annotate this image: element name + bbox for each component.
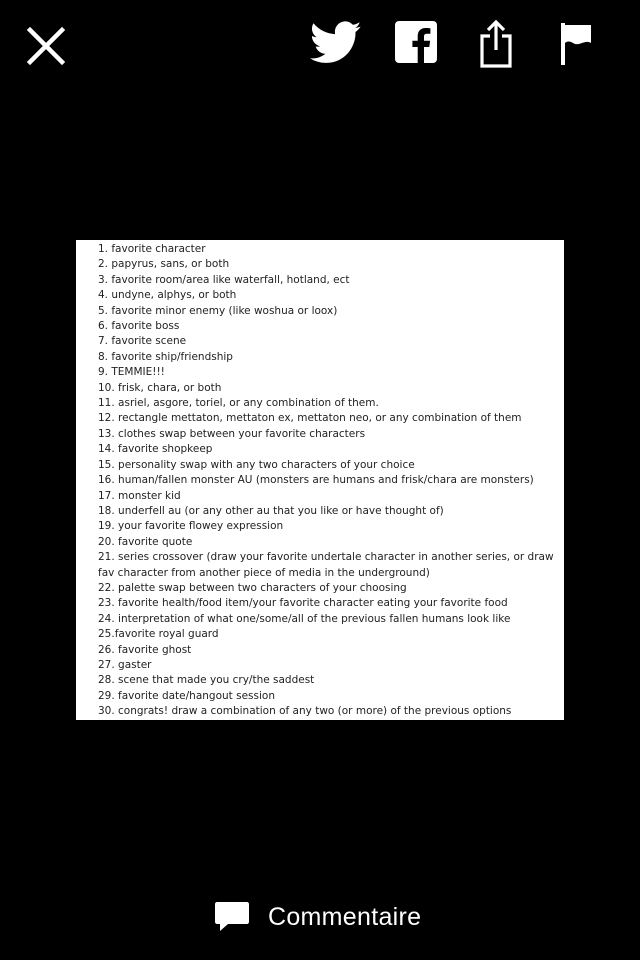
prompt-item: 17. monster kid (98, 489, 181, 502)
prompt-item: 12. rectangle mettaton, mettaton ex, mettaton neo, or any combination of them (98, 412, 522, 425)
prompt-list (98, 242, 560, 720)
close-button[interactable] (22, 22, 70, 70)
flag-icon (559, 21, 593, 67)
prompt-item: 14. favorite shopkeep (98, 443, 213, 456)
prompt-item: 23. favorite health/food item/your favorite character eating your favorite food (98, 597, 508, 610)
prompt-item: 27. gaster (98, 658, 152, 671)
prompt-item: 5. favorite minor enemy (like woshua or loox) (98, 304, 338, 317)
prompt-item: 9. TEMMIE!!! (98, 366, 165, 379)
prompt-item: 25.favorite royal guard (98, 628, 219, 641)
share-button[interactable] (474, 16, 518, 72)
prompt-item: 7. favorite scene (98, 335, 187, 348)
prompt-item: 2. papyrus, sans, or both (98, 258, 230, 271)
share-icon (478, 18, 514, 70)
facebook-share-button[interactable] (392, 18, 440, 66)
prompt-item: 19. your favorite flowey expression (98, 520, 284, 533)
prompt-item: 4. undyne, alphys, or both (98, 289, 237, 302)
prompt-item: 11. asriel, asgore, toriel, or any combination of them. (98, 397, 379, 410)
prompt-item: 28. scene that made you cry/the saddest (98, 674, 315, 687)
prompt-item: 26. favorite ghost (98, 643, 192, 656)
prompt-item: 20. favorite quote (98, 535, 193, 548)
prompt-item: 24. interpretation of what one/some/all of the previous fallen humans look like (98, 612, 511, 625)
comment-label: Commentaire (268, 902, 422, 931)
prompt-item: 13. clothes swap between your favorite characters (98, 427, 366, 440)
shared-image[interactable] (76, 240, 564, 720)
prompt-item: 1. favorite character (98, 243, 206, 255)
prompt-item: 22. palette swap between two characters of your choosing (98, 581, 407, 594)
report-flag-button[interactable] (556, 20, 596, 68)
prompt-item: 30. congrats! draw a combination of any two (or more) of the previous options (98, 705, 512, 718)
prompt-item: 16. human/fallen monster AU (monsters are humans and frisk/chara are monsters) (98, 474, 534, 487)
prompt-item: 3. favorite room/area like waterfall, hotland, ect (98, 273, 350, 286)
prompt-item: 29. favorite date/hangout session (98, 689, 275, 702)
comment-icon (214, 900, 250, 934)
prompt-item: 21. series crossover (draw your favorite undertale character in another series, or draw fav character from another piece of media in the underground) (98, 551, 554, 579)
close-icon (24, 24, 68, 68)
prompt-item: 15. personality swap with any two characters of your choice (98, 458, 415, 471)
prompt-item: 18. underfell au (or any other au that you like or have thought of) (98, 504, 444, 517)
twitter-icon (310, 21, 362, 65)
prompt-item: 10. frisk, chara, or both (98, 381, 222, 394)
prompt-item: 8. favorite ship/friendship (98, 350, 233, 363)
twitter-share-button[interactable] (308, 18, 364, 68)
facebook-icon (395, 21, 437, 63)
prompt-item: 6. favorite boss (98, 320, 180, 333)
comment-button[interactable] (214, 896, 421, 938)
